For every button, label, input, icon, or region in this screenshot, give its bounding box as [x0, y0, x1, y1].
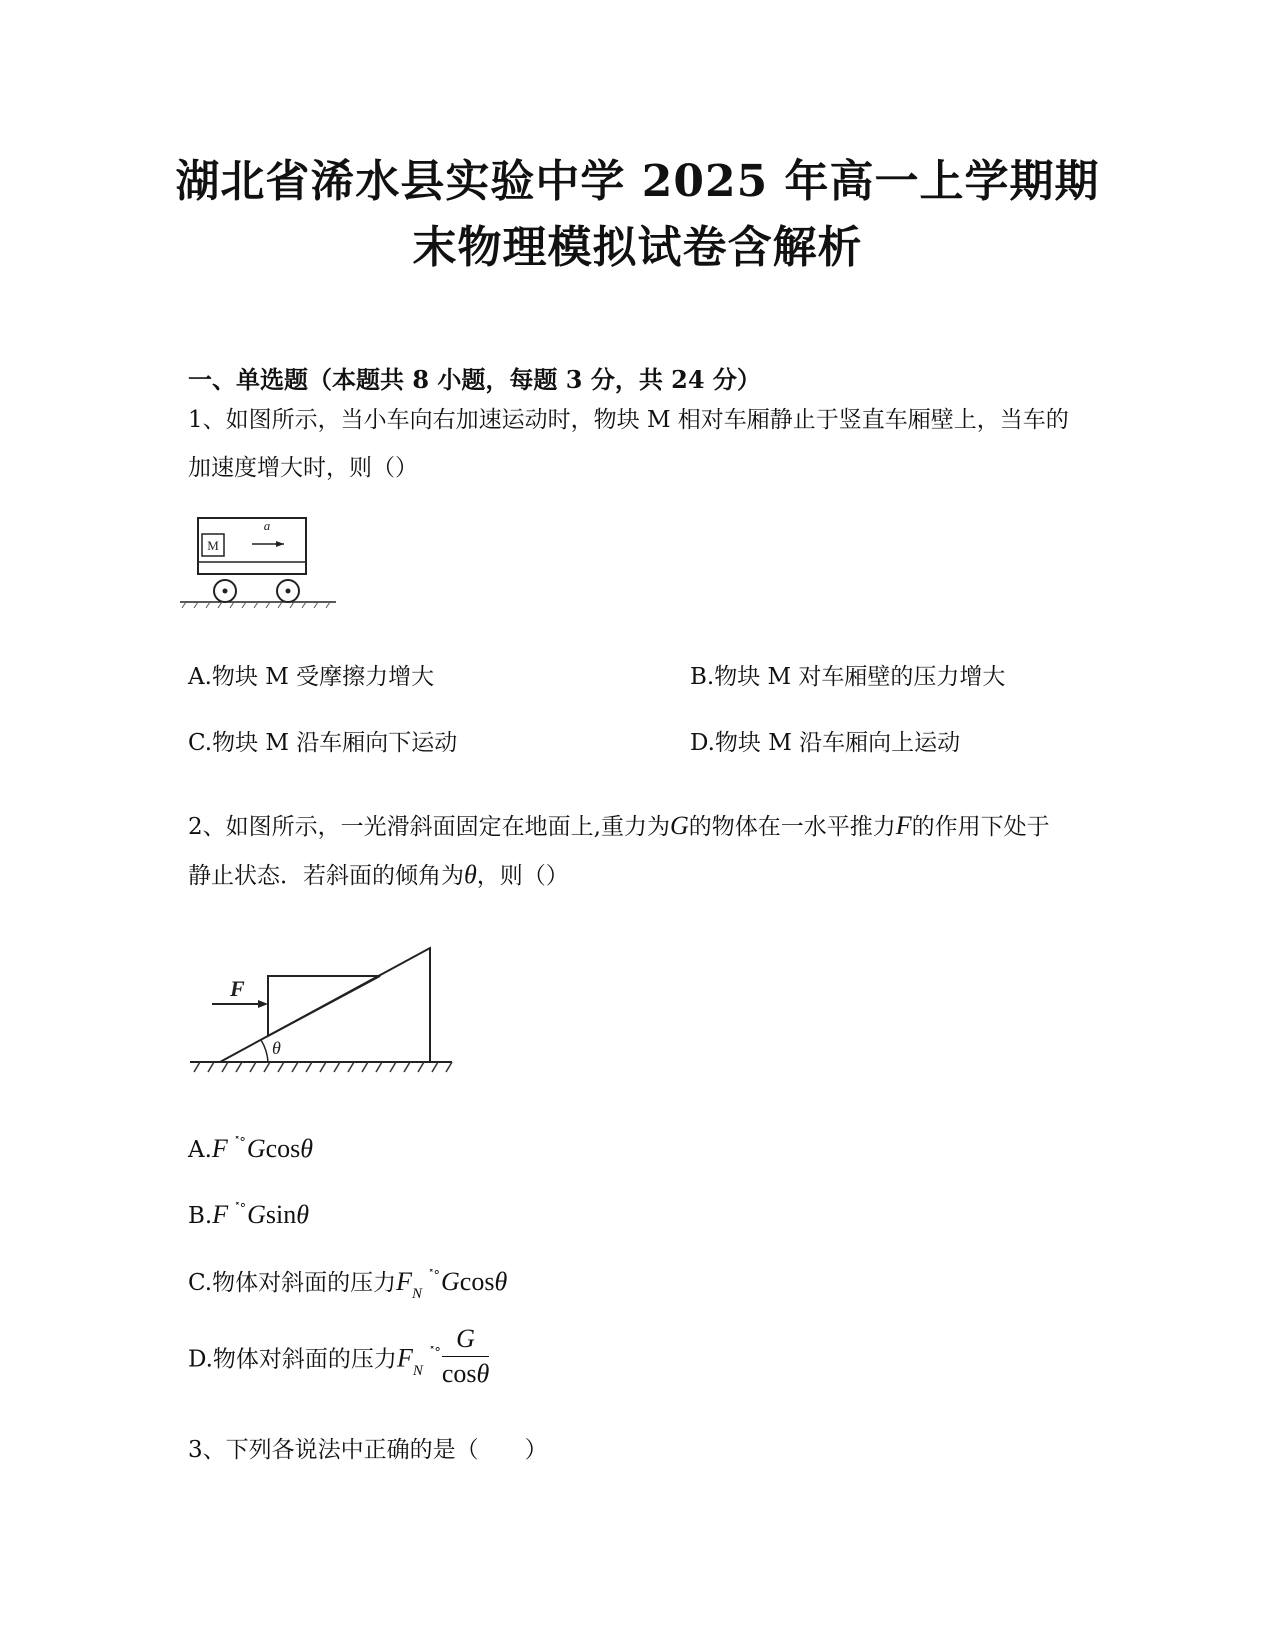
angle-arc	[261, 1040, 268, 1062]
q2-text-b: 的物体在一水平推力	[688, 814, 896, 840]
force-label: F	[230, 976, 245, 1001]
q1-option-b: B.物块 M 对车厢壁的压力增大	[690, 664, 1006, 690]
q1-option-d: D.物块 M 沿车厢向上运动	[690, 730, 961, 756]
q2-symbol-g: G	[669, 811, 689, 840]
q2-symbol-f: F	[895, 811, 912, 840]
fraction: $\frac{G}{\cos\theta}$	[441, 1324, 490, 1388]
block-on-incline	[268, 976, 380, 1036]
section-heading: 一、单选题（本题共 8 小题，每题 3 分，共 24 分）	[188, 365, 761, 394]
q2-text-c: 的作用下处于静止状态．若斜面的倾角为	[188, 814, 1050, 889]
q1-option-c: C.物块 M 沿车厢向下运动	[188, 730, 458, 756]
q2-option-d: D.物体对斜面的压力$F_N^{˟^\circ}$ $\frac{G}{\cos\theta}$	[188, 1324, 490, 1388]
title-line-1: 湖北省浠水县实验中学 2025 年高一上学期期	[175, 156, 1100, 207]
angle-label: θ	[272, 1038, 281, 1058]
q2-option-c: C.物体对斜面的压力$F_N^{˟^\circ}Gcos\theta$	[188, 1267, 508, 1302]
question-1-text: 1、如图所示，当小车向右加速运动时，物块 M 相对车厢静止于竖直车厢壁上，当车的加速度增大时，则（）	[188, 407, 1069, 481]
q1-option-a: A.物块 M 受摩擦力增大	[188, 664, 435, 690]
incline-figure	[190, 940, 460, 1080]
q2-option-a: A.F ˟°Gcosθ	[188, 1134, 314, 1163]
q2-option-b: B.F ˟°Gsinθ	[188, 1200, 310, 1229]
cart-figure	[180, 512, 340, 612]
question-2-text	[188, 802, 1068, 900]
q2-symbol-theta: θ	[464, 860, 477, 889]
q2-text-a: 2、如图所示，一光滑斜面固定在地面上,重力为	[188, 814, 670, 840]
q2-text-d: ，则（）	[476, 863, 569, 889]
block-m-label: M	[207, 538, 219, 553]
title-line-2: 末物理模拟试卷含解析	[412, 222, 863, 273]
accel-label: a	[263, 518, 271, 533]
question-3-text: 3、下列各说法中正确的是（ ）	[188, 1437, 548, 1463]
